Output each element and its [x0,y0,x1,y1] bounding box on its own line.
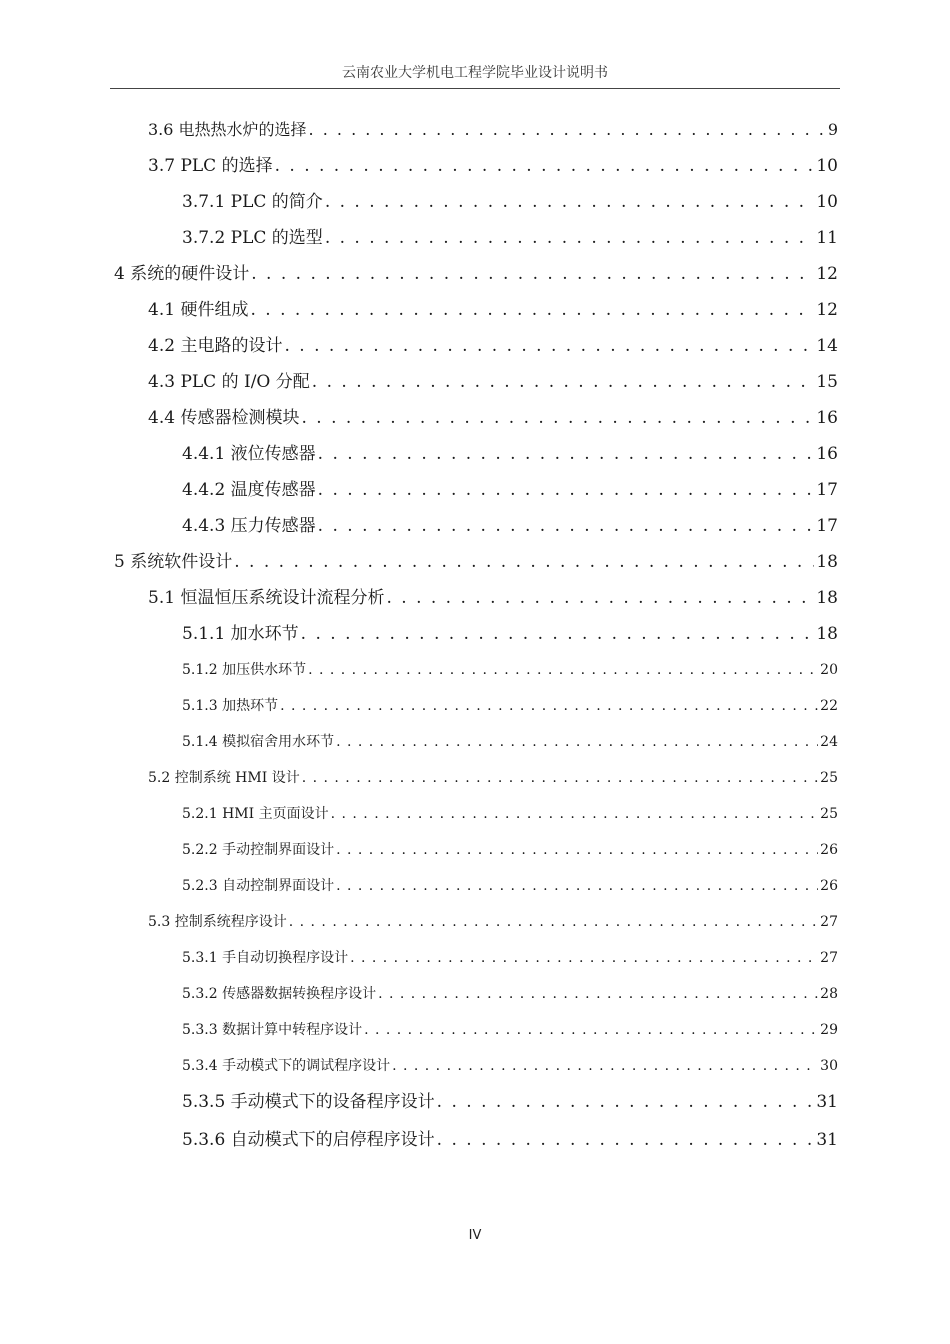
toc-entry-page: 18 [816,588,838,608]
toc-leader-dots [386,580,814,616]
header-rule [110,88,840,89]
toc-entry-5[interactable] [114,544,838,580]
toc-entry-4[interactable] [114,256,838,292]
toc-entry-label: 4.2 主电路的设计 [148,336,283,356]
toc-entry-page: 12 [816,300,838,320]
toc-entry-label: 5.1.3 加热环节 [182,698,279,714]
toc-leader-dots [250,292,814,328]
toc-entry-label: 5.1 恒温恒压系统设计流程分析 [148,588,385,608]
toc-entry-3-7-1[interactable] [182,184,838,220]
toc-leader-dots [301,400,814,436]
toc-entry-page: 9 [827,120,838,139]
toc-entry-5-2-1[interactable] [182,796,838,832]
toc-entry-4-2[interactable] [148,328,838,364]
toc-leader-dots [289,904,818,940]
toc-leader-dots [275,148,815,184]
toc-entry-5-1-1[interactable] [182,616,838,652]
toc-entry-label: 3.7.2 PLC 的选型 [182,228,323,248]
toc-entry-5-3-5[interactable] [182,1084,838,1120]
toc-entry-5-3[interactable] [148,904,838,940]
toc-entry-label: 5.1.2 加压供水环节 [182,662,307,678]
toc-leader-dots [318,436,815,472]
toc-entry-5-1-4[interactable] [182,724,838,760]
toc-entry-4-4-2[interactable] [182,472,838,508]
toc-entry-page: 31 [816,1130,838,1150]
toc-entry-4-4-3[interactable] [182,508,838,544]
toc-leader-dots [378,976,818,1012]
toc-entry-label: 4.1 硬件组成 [148,300,249,320]
toc-entry-4-1[interactable] [148,292,838,328]
toc-leader-dots [364,1012,818,1048]
toc-entry-label: 5.3.3 数据计算中转程序设计 [182,1022,363,1038]
toc-entry-label: 5.3.1 手自动切换程序设计 [182,950,349,966]
toc-entry-page: 14 [816,336,838,356]
toc-leader-dots [308,652,818,688]
toc-entry-page: 11 [816,228,838,248]
toc-entry-page: 17 [816,516,838,536]
toc-leader-dots [301,616,815,652]
page-number: IV [468,1228,482,1243]
toc-leader-dots [325,220,815,256]
toc-entry-5-3-2[interactable] [182,976,838,1012]
toc-entry-page: 24 [820,734,838,750]
toc-entry-label: 5.1.4 模拟宿舍用水环节 [182,734,335,750]
toc-leader-dots [331,796,819,832]
toc-entry-label: 3.7.1 PLC 的简介 [182,192,323,212]
toc-entry-page: 27 [820,950,838,966]
toc-entry-5-1-2[interactable] [182,652,838,688]
toc-entry-page: 18 [816,552,838,572]
toc-entry-page: 25 [820,770,838,786]
toc-entry-label: 5.2.3 自动控制界面设计 [182,878,335,894]
running-header: 云南农业大学机电工程学院毕业设计说明书 [342,65,608,81]
toc-leader-dots [284,328,814,364]
toc-entry-3-6[interactable] [148,112,838,148]
toc-leader-dots [437,1084,815,1120]
toc-entry-4-4-1[interactable] [182,436,838,472]
toc-entry-5-3-4[interactable] [182,1048,838,1084]
toc-entry-label: 5.2.1 HMI 主页面设计 [182,806,329,822]
toc-entry-3-7[interactable] [148,148,838,184]
toc-entry-page: 16 [816,444,838,464]
toc-entry-5-2-2[interactable] [182,832,838,868]
toc-entry-label: 4.4 传感器检测模块 [148,408,300,428]
toc-leader-dots [350,940,818,976]
toc-leader-dots [302,760,818,796]
toc-entry-page: 12 [816,264,838,284]
toc-entry-4-4[interactable] [148,400,838,436]
toc-entry-label: 5.3 控制系统程序设计 [148,914,287,930]
toc-leader-dots [336,724,818,760]
toc-leader-dots [312,364,815,400]
toc-entry-page: 31 [816,1092,838,1112]
toc-entry-5-1[interactable] [148,580,838,616]
toc-entry-page: 30 [820,1058,838,1074]
toc-leader-dots [280,688,818,724]
toc-entry-label: 3.7 PLC 的选择 [148,156,273,176]
toc-entry-label: 4.4.1 液位传感器 [182,444,316,464]
toc-entry-label: 5.3.6 自动模式下的启停程序设计 [182,1130,435,1150]
toc-entry-page: 15 [816,372,838,392]
toc-entry-3-7-2[interactable] [182,220,838,256]
toc-entry-label: 4.4.3 压力传感器 [182,516,316,536]
toc-entry-page: 16 [816,408,838,428]
toc-entry-page: 18 [816,624,838,644]
toc-entry-label: 4 系统的硬件设计 [114,264,250,284]
toc-entry-label: 4.3 PLC 的 I/O 分配 [148,372,310,392]
toc-leader-dots [325,184,815,220]
toc-entry-label: 5.3.2 传感器数据转换程序设计 [182,986,377,1002]
toc-entry-page: 27 [820,914,838,930]
toc-entry-label: 5.3.5 手动模式下的设备程序设计 [182,1092,435,1112]
toc-leader-dots [318,508,815,544]
toc-entry-5-2[interactable] [148,760,838,796]
toc-entry-5-3-6[interactable] [182,1122,838,1158]
toc-entry-page: 25 [820,806,838,822]
toc-entry-5-3-3[interactable] [182,1012,838,1048]
toc-entry-label: 3.6 电热热水炉的选择 [148,120,307,139]
toc-entry-page: 28 [820,986,838,1002]
toc-leader-dots [437,1122,815,1158]
toc-entry-label: 4.4.2 温度传感器 [182,480,316,500]
toc-entry-page: 26 [820,878,838,894]
toc-entry-4-3[interactable] [148,364,838,400]
toc-entry-page: 22 [820,698,838,714]
toc-leader-dots [318,472,815,508]
toc-entry-page: 10 [816,156,838,176]
toc-entry-page: 17 [816,480,838,500]
toc-leader-dots [392,1048,818,1084]
toc-entry-5-1-3[interactable] [182,688,838,724]
toc-leader-dots [336,868,818,904]
toc-entry-label: 5.2.2 手动控制界面设计 [182,842,335,858]
toc-leader-dots [309,112,826,148]
toc-entry-page: 10 [816,192,838,212]
toc-entry-label: 5 系统软件设计 [114,552,233,572]
toc-entry-page: 20 [820,662,838,678]
toc-leader-dots [251,256,814,292]
toc-entry-5-3-1[interactable] [182,940,838,976]
toc-leader-dots [234,544,814,580]
toc-entry-5-2-3[interactable] [182,868,838,904]
toc-entry-page: 29 [820,1022,838,1038]
toc-entry-label: 5.1.1 加水环节 [182,624,299,644]
toc-entry-label: 5.3.4 手动模式下的调试程序设计 [182,1058,391,1074]
toc-leader-dots [336,832,818,868]
toc-entry-label: 5.2 控制系统 HMI 设计 [148,770,300,786]
toc-entry-page: 26 [820,842,838,858]
